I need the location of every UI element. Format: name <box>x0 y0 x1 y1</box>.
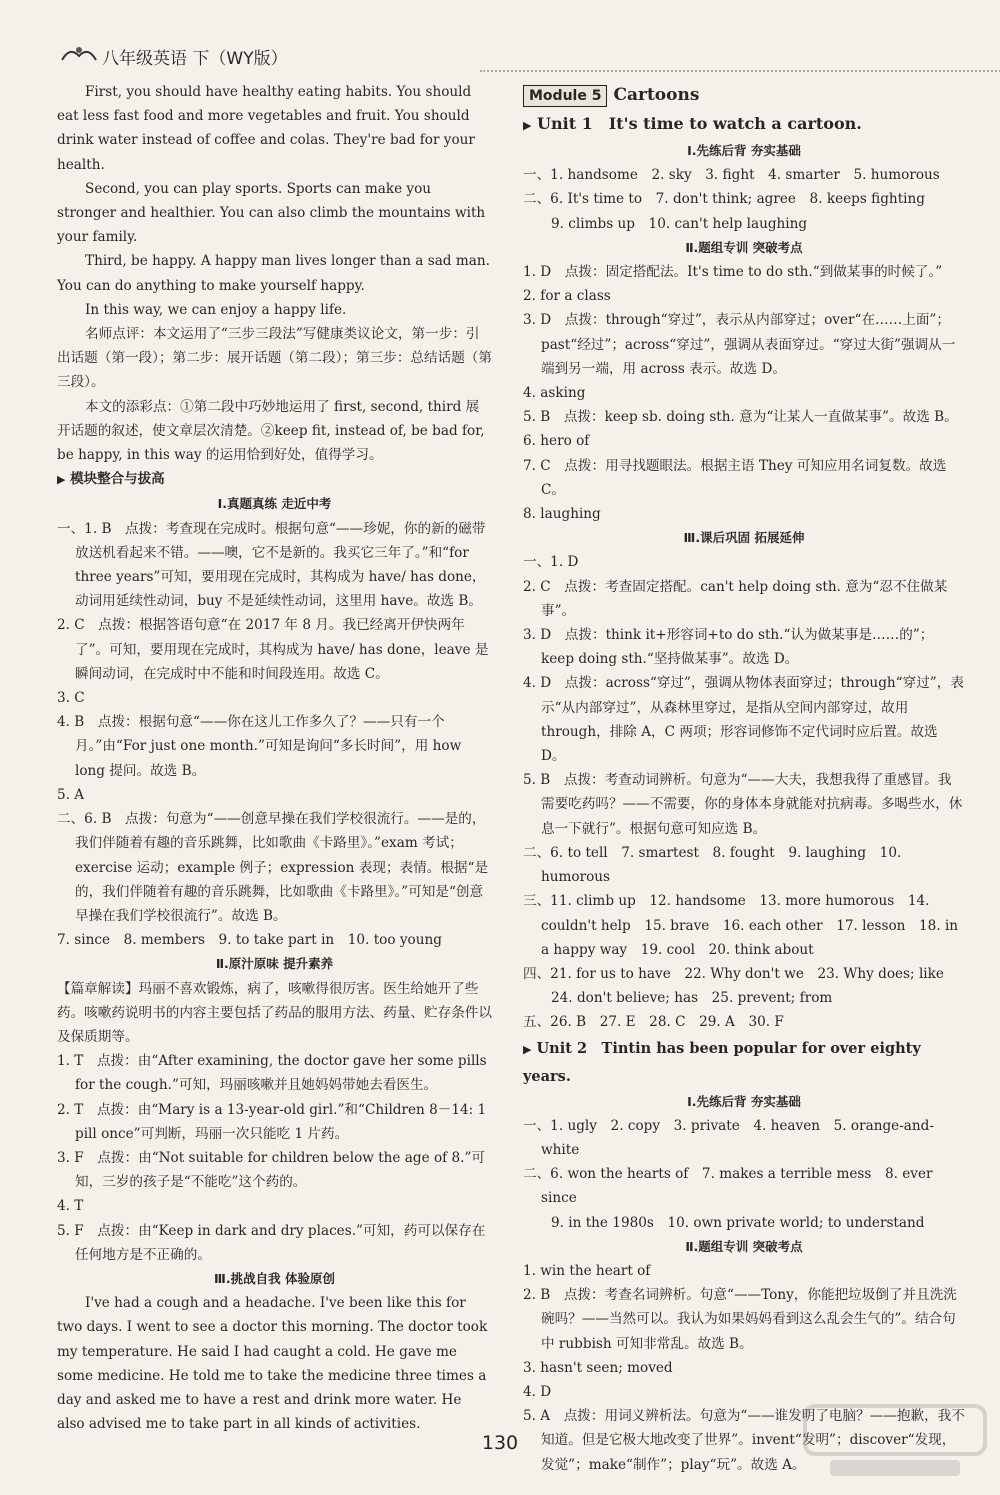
u1-b5: 5. B 点拨：keep sb. doing sth. 意为“让某人一直做某事”。故选 B。 <box>523 409 958 426</box>
u1-c8: 四、21. for us to have 22. Why don't we 23. Why does; like <box>523 965 944 982</box>
reading-summary: 【篇章解读】玛丽不喜欢锻炼，病了，咳嗽得很厉害。医生给她开了些药。咳嗽药说明书的内容主要包括了药品的服用方法、药量、贮存条件以及保质期等。 <box>57 980 492 1045</box>
book-logo-icon <box>60 42 98 66</box>
u1-sub1: Ⅰ.先练后背 夯实基础 <box>687 143 801 158</box>
u1-b7: 7. C 点拨：用寻找题眼法。根据主语 They 可知应用名词复数。故选 C。 <box>523 457 947 498</box>
tf-1: 1. T 点拨：由“After examining, the doctor gave her some pills for the cough.”可知，玛丽咳嗽并且她妈妈带她去看医生。 <box>57 1053 487 1094</box>
u1-a3: 9. climbs up 10. can't help laughing <box>551 215 808 232</box>
u1-b3: 3. D 点拨：through“穿过”，表示从内部穿过；over“在……上面”；past“经过”；across“穿过”，强调从表面穿过。“穿过大街”强调从一端到另一端，用 across 表示。故选 D。 <box>523 312 956 377</box>
u1-c9: 24. don't believe; has 25. prevent; from <box>551 990 833 1007</box>
u1-c3: 3. D 点拨：think it+形容词+to do sth.“认为做某事是……的”；keep doing sth.“坚持做某事”。故选 D。 <box>523 627 934 668</box>
u1-sub3: Ⅲ.课后巩固 拓展延伸 <box>683 530 805 546</box>
u1-b6: 6. hero of <box>523 433 590 450</box>
u2-sub1: Ⅰ.先练后背 夯实基础 <box>687 1093 801 1109</box>
u1-c6: 二、6. to tell 7. smartest 8. fought 9. laughing 10. humorous <box>523 844 902 886</box>
tf-3: 3. F 点拨：由“Not suitable for children below the age of 8.”可知，三岁的孩子是“不能吃”这个药的。 <box>57 1149 486 1191</box>
u2-a2: 二、6. won the hearts of 7. makes a terrible mess 8. ever since <box>523 1166 933 1207</box>
unit1-heading: ▶ Unit 1 It's time to watch a cartoon. <box>523 114 862 133</box>
u2-b2: 2. B 点拨：考查名词辨析。句意“——Tony，你能把垃圾倒了并且洗洗碗吗？——当然可以。我认为如果妈妈看到这么乱会生气的”。结合句中 rubbish 可知非常乱。故选 B。 <box>523 1287 957 1352</box>
answer-5: 5. A <box>57 786 85 803</box>
subsection-3: Ⅲ.挑战自我 体验原创 <box>214 1270 335 1286</box>
u1-c2: 2. C 点拨：考查固定搭配。can't help doing sth. 意为“忍不住做某事”。 <box>523 578 948 619</box>
page-number: 130 <box>481 1432 519 1454</box>
header-rule <box>480 70 1000 72</box>
tf-2: 2. T 点拨：由“Mary is a 13-year-old girl.”和“Children 8－14: 1 pill once”可判断，玛丽一次只能吃 1 片药。 <box>57 1101 487 1142</box>
answer-3: 3. C <box>57 690 85 707</box>
answer-2: 2. C 点拨：根据答语句意“在 2017 年 8 月。我已经离开伊快两年了”。可知，要用现在完成时，其构成为 have/ has done，leave 是瞬间动词，在完成时中不能和时间段连用。故选 C。 <box>57 617 489 682</box>
u2-b4: 4. D <box>523 1383 552 1400</box>
u1-b8: 8. laughing <box>523 506 601 523</box>
left-column <box>57 80 492 1436</box>
subsection-1: Ⅰ.真题真练 走近中考 <box>217 496 332 512</box>
module-heading <box>523 80 965 110</box>
unit2-heading: ▶ Unit 2 Tintin has been popular for over eighty years. <box>523 1039 921 1085</box>
u1-c5: 5. B 点拨：考查动词辨析。句意为“——大夫，我想我得了重感冒。我需要吃药吗？——不需要，你的身体本身就能对抗病毒。多喝些水，休息一下就行”。根据句意可知应选 B。 <box>523 772 963 837</box>
triangle-icon: ▶ <box>523 1042 532 1056</box>
u2-sub2: Ⅱ.题组专训 突破考点 <box>685 1238 803 1254</box>
tf-4: 4. T <box>57 1198 84 1215</box>
u1-a2: 二、6. It's time to 7. don't think; agree 8. keeps fighting <box>523 191 925 208</box>
u2-a3: 9. in the 1980s 10. own private world; to understand <box>551 1214 925 1231</box>
section-title: ▶ 模块整合与拔高 <box>57 471 165 488</box>
triangle-icon: ▶ <box>57 473 66 487</box>
u1-b4: 4. asking <box>523 385 586 402</box>
writing-sample: I've had a cough and a headache. I've been like this for two days. I went to see a doctor this morning. The doctor took my temperature. He said I had caught a cold. He gave me some medicine. He told me to take the medicine three times a day and asked me to have a rest and drink more water. He also advised me to take part in all kinds of activities. <box>57 1295 488 1433</box>
right-column <box>523 80 965 1477</box>
u2-a1: 一、1. ugly 2. copy 3. private 4. heaven 5. orange-and-white <box>523 1117 934 1158</box>
essay-para-3: Third, be happy. A happy man lives longer than a sad man. You can do anything to make yourself happy. <box>57 253 490 294</box>
watermark-logo <box>800 1398 990 1483</box>
u1-c10: 五、26. B 27. E 28. C 29. A 30. F <box>523 1014 784 1031</box>
module-title: Cartoons <box>613 85 700 105</box>
module-badge: Module 5 <box>523 85 607 107</box>
answer-4: 4. B 点拨：根据句意“——你在这儿工作多久了？——只有一个月。”由“For just one month.”可知是询问“多长时间”，用 how long 提问。故选 B。 <box>57 714 462 779</box>
u1-c4: 4. D 点拨：across“穿过”，强调从物体表面穿过；through“穿过”，表示“从内部穿过”，从森林里穿过，是指从空间内部穿过，故用 through，排除 A，C 两项；形容词修饰不定代词时应后置。故选 D。 <box>523 675 964 765</box>
u1-a1: 一、1. handsome 2. sky 3. fight 4. smarter 5. humorous <box>523 167 940 184</box>
u1-c1: 一、1. D <box>523 554 579 571</box>
answer-7: 7. since 8. members 9. to take part in 10. too young <box>57 932 442 949</box>
u1-b2: 2. for a class <box>523 288 611 305</box>
u2-b3: 3. hasn't seen; moved <box>523 1359 673 1376</box>
subsection-2: Ⅱ.原汁原味 提升素养 <box>215 956 334 972</box>
highlight-comment: 本文的添彩点：①第二段中巧妙地运用了 first, second, third 展开话题的叙述，使文章层次清楚。②keep fit, instead of, be bad for, be happy, in this way 的运用恰到好处，值得学习。 <box>57 398 485 464</box>
answer-6: 二、6. B 点拨：句意为“——创意早操在我们学校很流行。——是的，我们伴随着有趣的音乐跳舞，比如歌曲《卡路里》。”exam 考试；exercise 运动；example 例子；expression 表现；表情。根据“是的，我们伴随着有趣的音乐跳舞，比如歌曲《卡路里》。”可知是“创意早操在我们学校很流行”。故选 B。 <box>57 811 489 924</box>
teacher-comment: 名师点评：本文运用了“三步三段法”写健康类议论文，第一步：引出话题（第一段）；第二步：展开话题（第二段）；第三步：总结话题（第三段）。 <box>57 326 492 391</box>
u1-b1: 1. D 点拨：固定搭配法。It's time to do sth.“到做某事的时候了。” <box>523 264 943 281</box>
u1-c7: 三、11. climb up 12. handsome 13. more humorous 14. couldn't help 15. brave 16. each other 17. lesson 18. in a happy way 19. cool 20. think about <box>523 893 959 958</box>
essay-para-2: Second, you can play sports. Sports can make you stronger and healthier. You can also climb the mountains with your family. <box>57 180 486 246</box>
essay-para-1: First, you should have healthy eating habits. You should eat less fast food and more vegetables and fruit. You should drink water instead of coffee and colas. They're bad for your health. <box>57 84 475 173</box>
header-title: 八年级英语 下（WY版） <box>102 49 288 69</box>
tf-5: 5. F 点拨：由“Keep in dark and dry places.”可知，药可以保存在任何地方是不正确的。 <box>57 1222 486 1263</box>
u2-b1: 1. win the heart of <box>523 1262 651 1279</box>
essay-para-4: In this way, we can enjoy a happy life. <box>85 301 347 318</box>
u1-sub2: Ⅱ.题组专训 突破考点 <box>685 239 803 255</box>
page-header <box>60 38 960 74</box>
triangle-icon: ▶ <box>523 119 532 132</box>
u2-b5: 5. A 点拨：用词义辨析法。句意为“——谁发明了电脑？——抱歉，我不知道。但是它极大地改变了世界”。invent“发明”；discover“发现，发觉”；make“制作”；play“玩”。故选 A。 <box>523 1408 965 1473</box>
answer-1: 一、1. B 点拨：考查现在完成时。根据句意“——珍妮，你的新的磁带放送机看起来不错。——噢，它不是新的。我买它三年了。”和“for three years”可知，要用现在完成时，其构成为 have/ has done，动词用延续性动词，buy 不是延续性动词，这里用 have。故选 B。 <box>57 520 486 610</box>
